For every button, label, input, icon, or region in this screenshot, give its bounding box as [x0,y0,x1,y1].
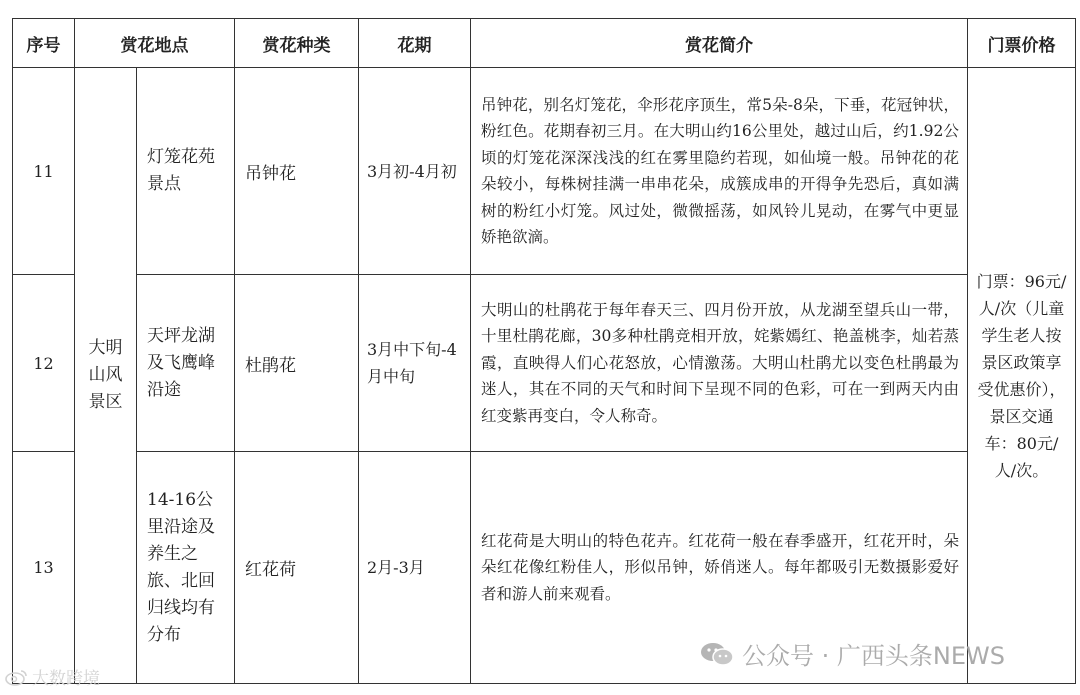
corner-watermark-text: 大数跨境 [32,669,100,689]
scenic-area [75,68,137,684]
flower-kind: 吊钟花 [235,68,359,275]
row-number: 12 [13,275,75,452]
header-price: 门票价格 [968,19,1076,68]
flower-period: 3月初-4月初 [359,68,471,275]
header-kind: 赏花种类 [235,19,359,68]
wechat-watermark [700,636,1005,671]
table-row [13,68,1076,275]
flower-intro: 吊钟花，别名灯笼花，伞形花序顶生，常5朵-8朵，下垂，花冠钟状，粉红色。花期春初三月。在大明山约16公里处，越过山后，约1.92公顷的灯笼花深深浅浅的红在雾里隐约若现，如仙境一般。吊钟花的花朵较小，每株树挂满一串串花朵，成簇成串的开得争先恐后，真如满树的粉红小灯笼。风过处，微微摇荡，如风铃儿晃动，在雾气中更显娇艳欲滴。 [471,68,968,275]
viewing-spot: 灯笼花苑景点 [137,68,235,275]
weibo-icon [4,668,28,686]
header-location: 赏花地点 [75,19,235,68]
flower-viewing-table [12,18,1076,684]
row-number: 11 [13,68,75,275]
watermark-text: 公众号 · 广西头条NEWS [742,642,1005,670]
table-header-row [13,19,1076,68]
scenic-area-name: 大明山风景区 [88,338,123,412]
flower-period: 3月中下旬-4月中旬 [359,275,471,452]
flower-kind: 杜鹃花 [235,275,359,452]
header-intro: 赏花简介 [471,19,968,68]
row-number: 13 [13,452,75,684]
viewing-spot: 天坪龙湖及飞鹰峰沿途 [137,275,235,452]
ticket-price: 门票：96元/人/次（儿童学生老人按景区政策享受优惠价），景区交通车：80元/人/次。 [968,68,1076,684]
flower-intro: 大明山的杜鹃花于每年春天三、四月份开放，从龙湖至望兵山一带，十里杜鹃花廊，30多种杜鹃竞相开放，姹紫嫣红、艳盖桃李，灿若蒸霞，直映得人们心花怒放，心情激荡。大明山杜鹃尤以变色杜鹃最为迷人，其在不同的天气和时间下呈现不同的色彩，可在一到两天内由红变紫再变白，令人称奇。 [471,275,968,452]
wechat-icon [700,642,734,666]
header-period: 花期 [359,19,471,68]
corner-watermark [4,664,100,689]
header-no: 序号 [13,19,75,68]
flower-period: 2月-3月 [359,452,471,684]
flower-kind: 红花荷 [235,452,359,684]
viewing-spot: 14-16公里沿途及养生之旅、北回归线均有分布 [137,452,235,684]
table-row [13,275,1076,452]
flower-intro: 红花荷是大明山的特色花卉。红花荷一般在春季盛开，红花开时，朵朵红花像红粉佳人，形似吊钟，娇俏迷人。每年都吸引无数摄影爱好者和游人前来观看。 [471,452,968,684]
